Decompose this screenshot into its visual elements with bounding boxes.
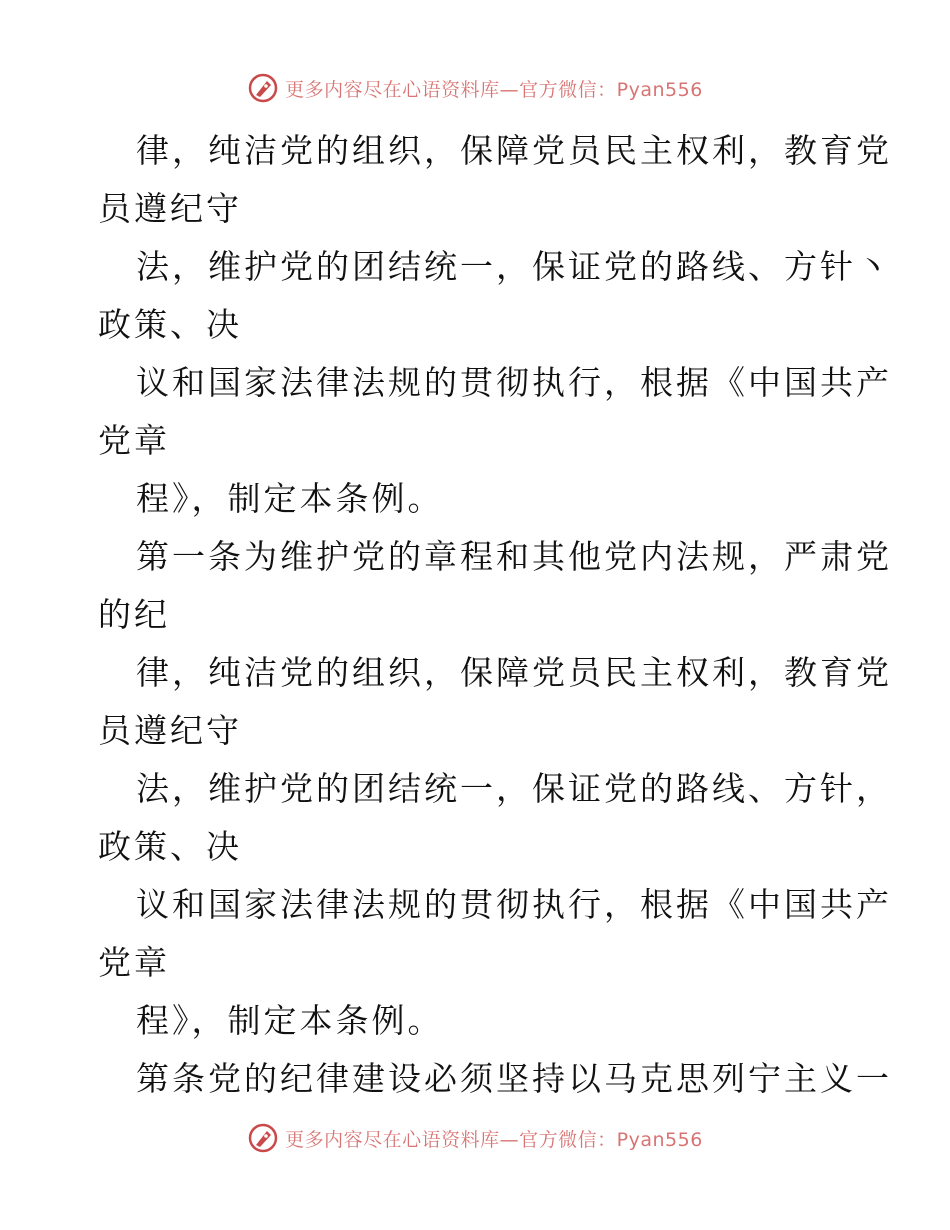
body-line-4: 政策、决 [98, 305, 242, 344]
pen-nib-logo-icon [247, 1122, 279, 1154]
body-line-10: 律，纯洁党的组织，保障党员民主权利，教育党 [136, 653, 892, 692]
body-line-2: 员遵纪守 [98, 189, 242, 228]
body-line-12: 法，维护党的团结统一，保证党的路线、方针， [136, 769, 892, 808]
watermark-text: 更多内容尽在心语资料库—官方微信：Pyan556 [285, 78, 703, 101]
body-line-6: 党章 [98, 421, 170, 460]
body-line-13: 政策、决 [98, 827, 242, 866]
pen-nib-logo-icon [247, 72, 279, 104]
body-line-16: 程》，制定本条例。 [136, 1001, 444, 1040]
footer-watermark [0, 1122, 950, 1154]
body-line-1: 律，纯洁党的组织，保障党员民主权利，教育党 [136, 131, 892, 170]
body-line-14: 议和国家法律法规的贯彻执行，根据《中国共产 [136, 885, 892, 924]
body-line-3: 法，维护党的团结统一，保证党的路线、方针丶 [136, 247, 892, 286]
body-line-9: 的纪 [98, 595, 170, 634]
body-line-11: 员遵纪守 [98, 711, 242, 750]
body-line-8: 第一条为维护党的章程和其他党内法规，严肃党 [136, 537, 892, 576]
body-line-17: 第条党的纪律建设必须坚持以马克思列宁主义一 [136, 1059, 892, 1098]
body-line-5: 议和国家法律法规的贯彻执行，根据《中国共产 [136, 363, 892, 402]
document-body [98, 122, 892, 1108]
watermark-text: 更多内容尽在心语资料库—官方微信：Pyan556 [285, 1128, 703, 1151]
body-line-15: 党章 [98, 943, 170, 982]
header-watermark [0, 72, 950, 104]
body-line-7: 程》，制定本条例。 [136, 479, 444, 518]
